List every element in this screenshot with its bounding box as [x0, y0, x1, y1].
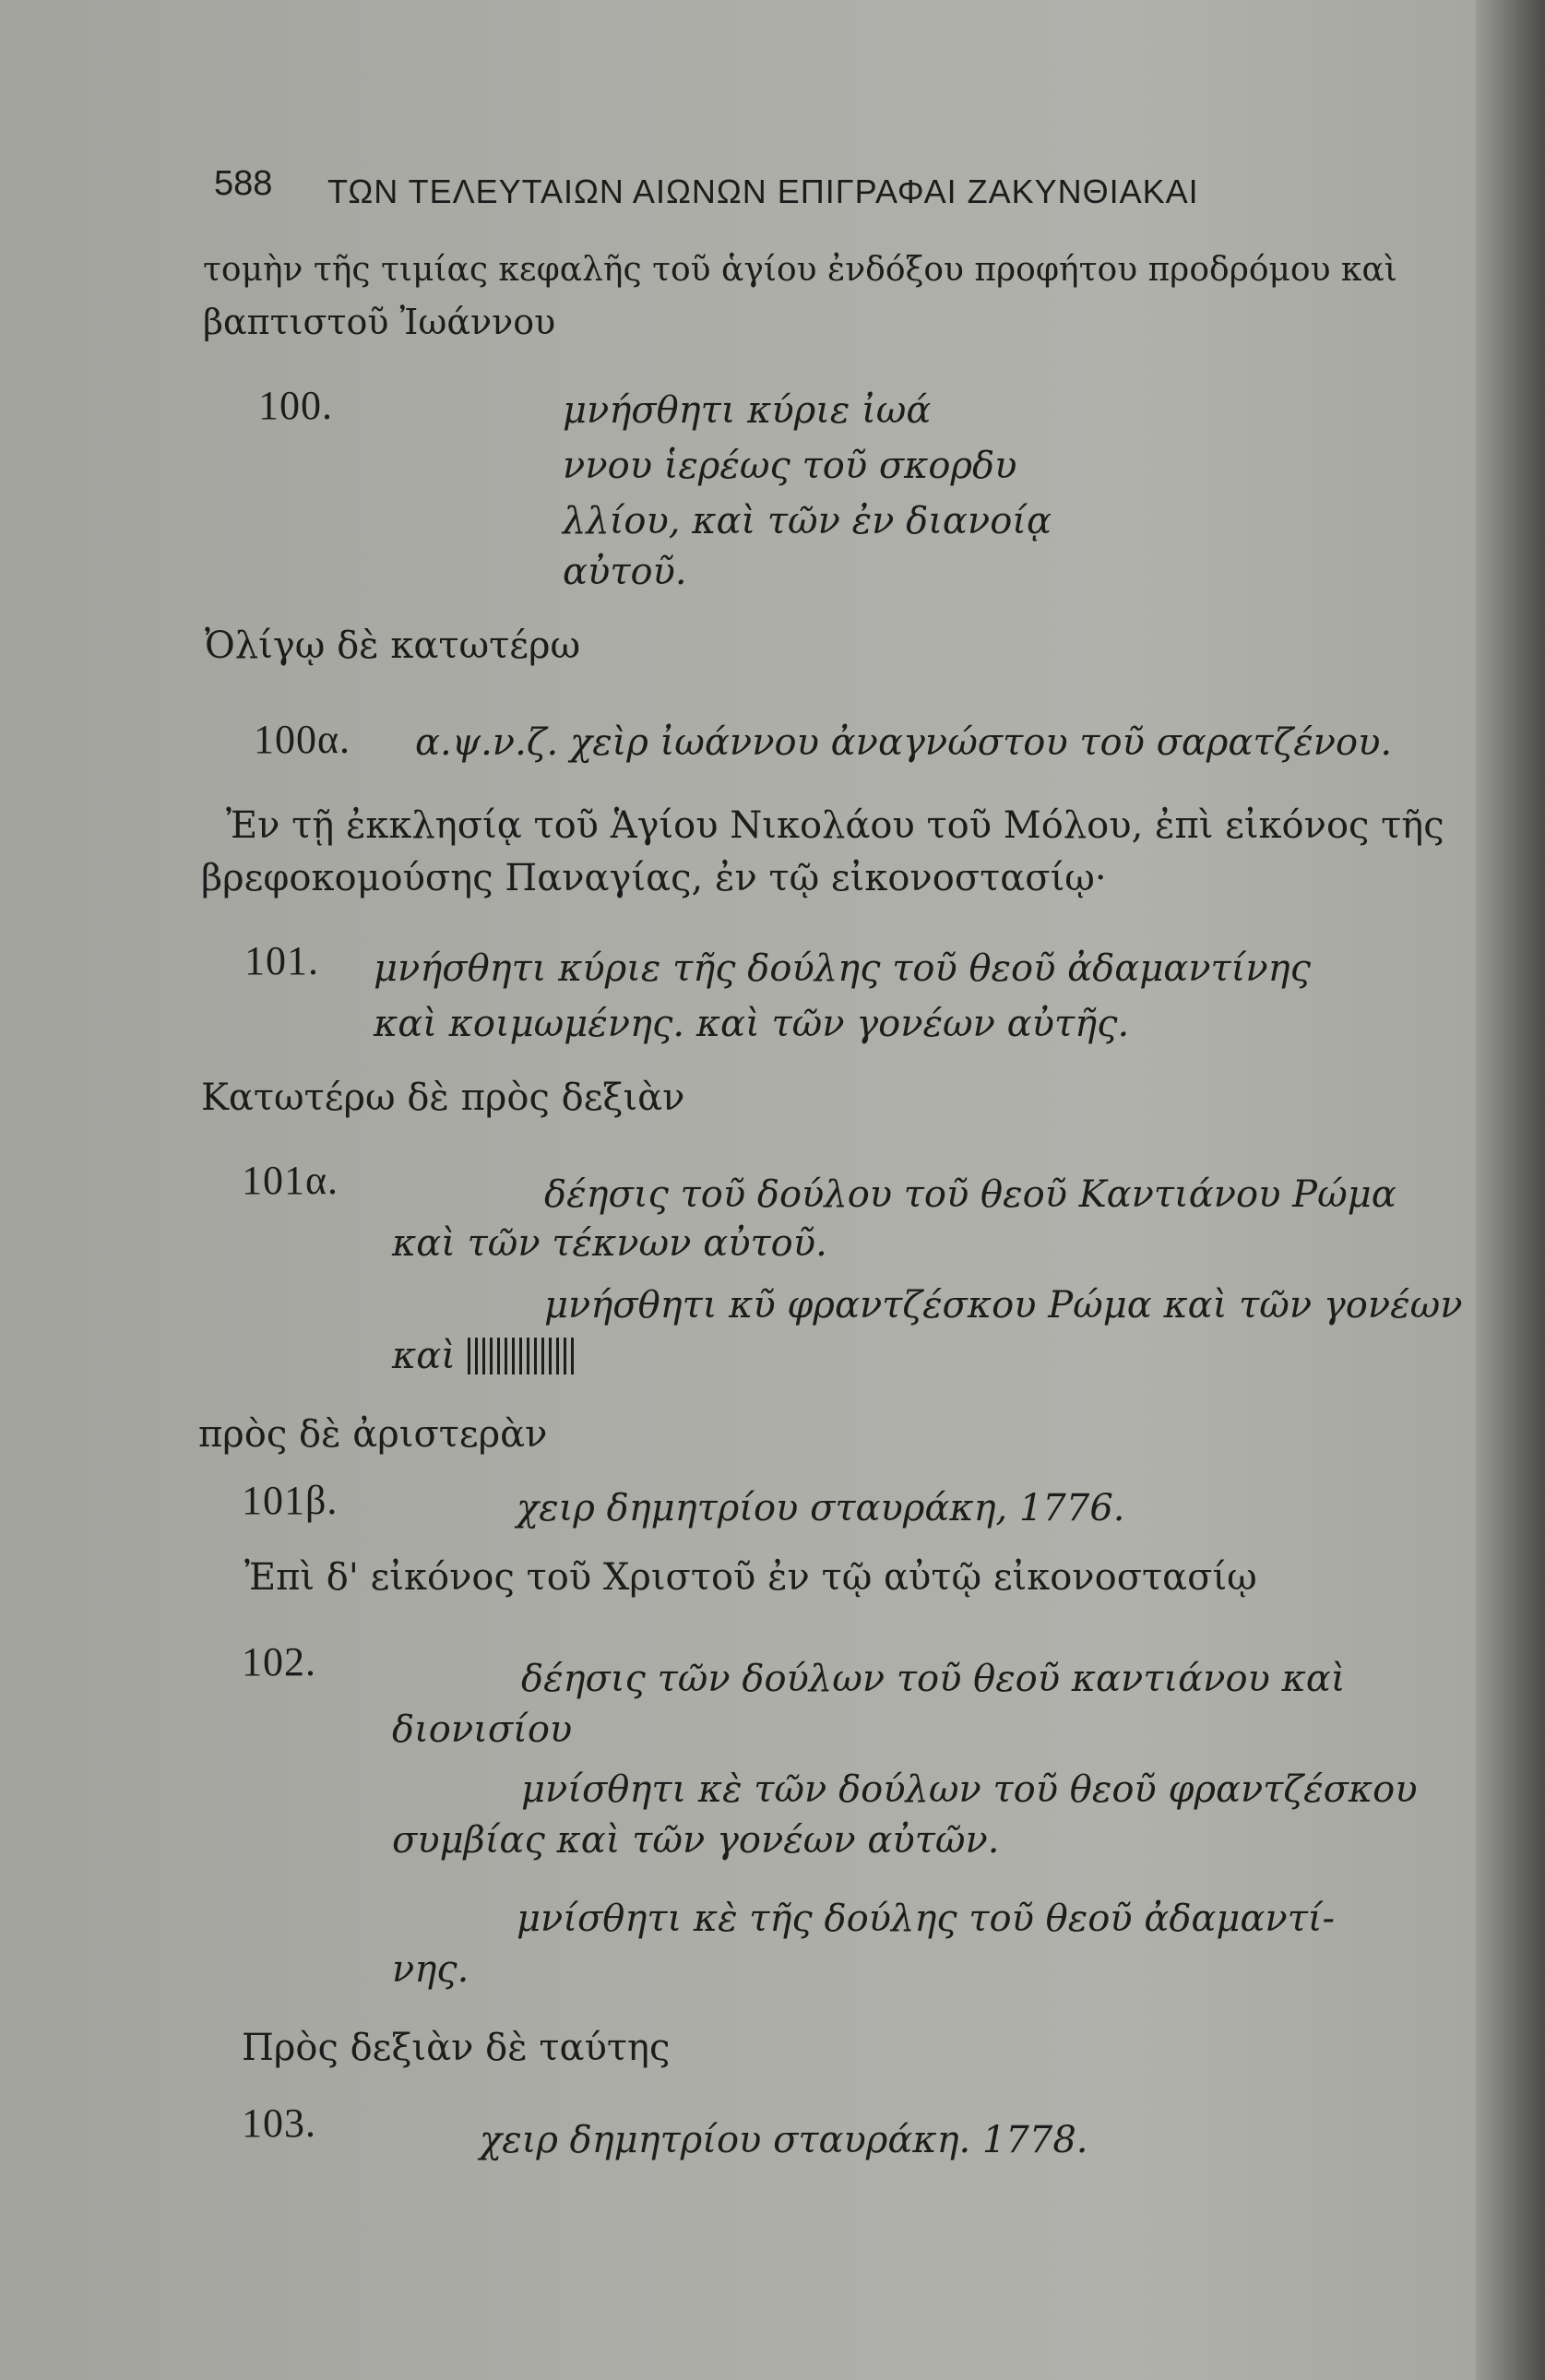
page-edge-shadow: [1476, 0, 1545, 2380]
entry-101a-line-3: μνήσθητι κῦ φραντζέσκου Ρώμα καὶ τῶν γονέων: [544, 1284, 1463, 1327]
entry-101-number: 101.: [244, 938, 319, 983]
entry-101a-number: 101α.: [242, 1158, 339, 1203]
entry-102-line-3: μνίσθητι κὲ τῶν δούλων τοῦ θεοῦ φραντζέσκου: [521, 1768, 1418, 1811]
entry-100-line-2: ννου ἱερέως τοῦ σκορδυ: [563, 445, 1017, 487]
entry-102-number: 102.: [242, 1639, 316, 1684]
entry-102-line-2: διονισίου: [392, 1708, 573, 1751]
entry-103-number: 103.: [242, 2100, 316, 2146]
entry-101b-text: χειρ δημητρίου σταυράκη, 1776.: [517, 1487, 1125, 1529]
entry-102-line-6: νης.: [392, 1948, 469, 1991]
entry-101a-line-1: δέησις τοῦ δούλου τοῦ θεοῦ Καντιάνου Ρώμα: [544, 1173, 1396, 1216]
entry-102-line-1: δέησις τῶν δούλων τοῦ θεοῦ καντιάνου καὶ: [521, 1658, 1346, 1700]
entry-101a-line-2: καὶ τῶν τέκνων αὐτοῦ.: [392, 1222, 827, 1265]
intro-line-2: βαπτιστοῦ Ἰωάννου: [203, 302, 556, 342]
entry-101b-number: 101β.: [242, 1478, 339, 1523]
note-1: Ὀλίγῳ δὲ κατωτέρω: [205, 625, 581, 667]
entry-100a-number: 100α.: [254, 717, 351, 762]
paragraph-2-line-1: Ἐν τῇ ἐκκλησίᾳ τοῦ Ἁγίου Νικολάου τοῦ Μόλου, ἐπὶ εἰκόνος τῆς: [226, 804, 1444, 847]
illegible-erasure-mark: [468, 1338, 578, 1374]
entry-102-line-4: συμβίας καὶ τῶν γονέων αὐτῶν.: [392, 1819, 1000, 1862]
entry-100-line-4: αὐτοῦ.: [563, 551, 687, 593]
running-title: ΤΩΝ ΤΕΛΕΥΤΑΙΩΝ ΑΙΩΝΩΝ ΕΠΙΓΡΑΦΑΙ ΖΑΚΥΝΘΙΑΚΑΙ: [327, 173, 1199, 210]
paragraph-3: Ἐπὶ δ' εἰκόνος τοῦ Χριστοῦ ἐν τῷ αὐτῷ εἰκονοστασίῳ: [244, 1556, 1257, 1599]
note-2: Κατωτέρω δὲ πρὸς δεξιὰν: [201, 1077, 685, 1119]
entry-100-line-1: μνήσθητι κύριε ἰωά: [563, 389, 932, 432]
entry-100a-text: α.ψ.ν.ζ. χεὶρ ἰωάννου ἀναγνώστου τοῦ σαρατζένου.: [415, 721, 1393, 764]
entry-100-line-3: λλίου, καὶ τῶν ἐν διανοίᾳ: [563, 500, 1052, 542]
entry-101a-line-4: καὶ: [392, 1338, 578, 1374]
intro-line-1: τομὴν τῆς τιμίας κεφαλῆς τοῦ ἁγίου ἐνδόξου προφήτου προδρόμου καὶ: [203, 251, 1397, 289]
paragraph-2-line-2: βρεφοκομούσης Παναγίας, ἐν τῷ εἰκονοστασίῳ·: [201, 857, 1107, 899]
note-4: Πρὸς δεξιὰν δὲ ταύτης: [242, 2027, 671, 2069]
entry-101-line-2: καὶ κοιμωμένης. καὶ τῶν γονέων αὐτῆς.: [374, 1003, 1130, 1045]
note-3: πρὸς δὲ ἀριστερὰν: [198, 1413, 548, 1456]
page-number: 588: [214, 164, 273, 203]
entry-102-line-5: μνίσθητι κὲ τῆς δούλης τοῦ θεοῦ ἀδαμαντί-: [517, 1898, 1336, 1940]
entry-103-text: χειρ δημητρίου σταυράκη. 1778.: [480, 2119, 1088, 2161]
entry-100-number: 100.: [258, 383, 333, 428]
entry-101-line-1: μνήσθητι κύριε τῆς δούλης τοῦ θεοῦ ἀδαμαντίνης: [374, 947, 1312, 990]
